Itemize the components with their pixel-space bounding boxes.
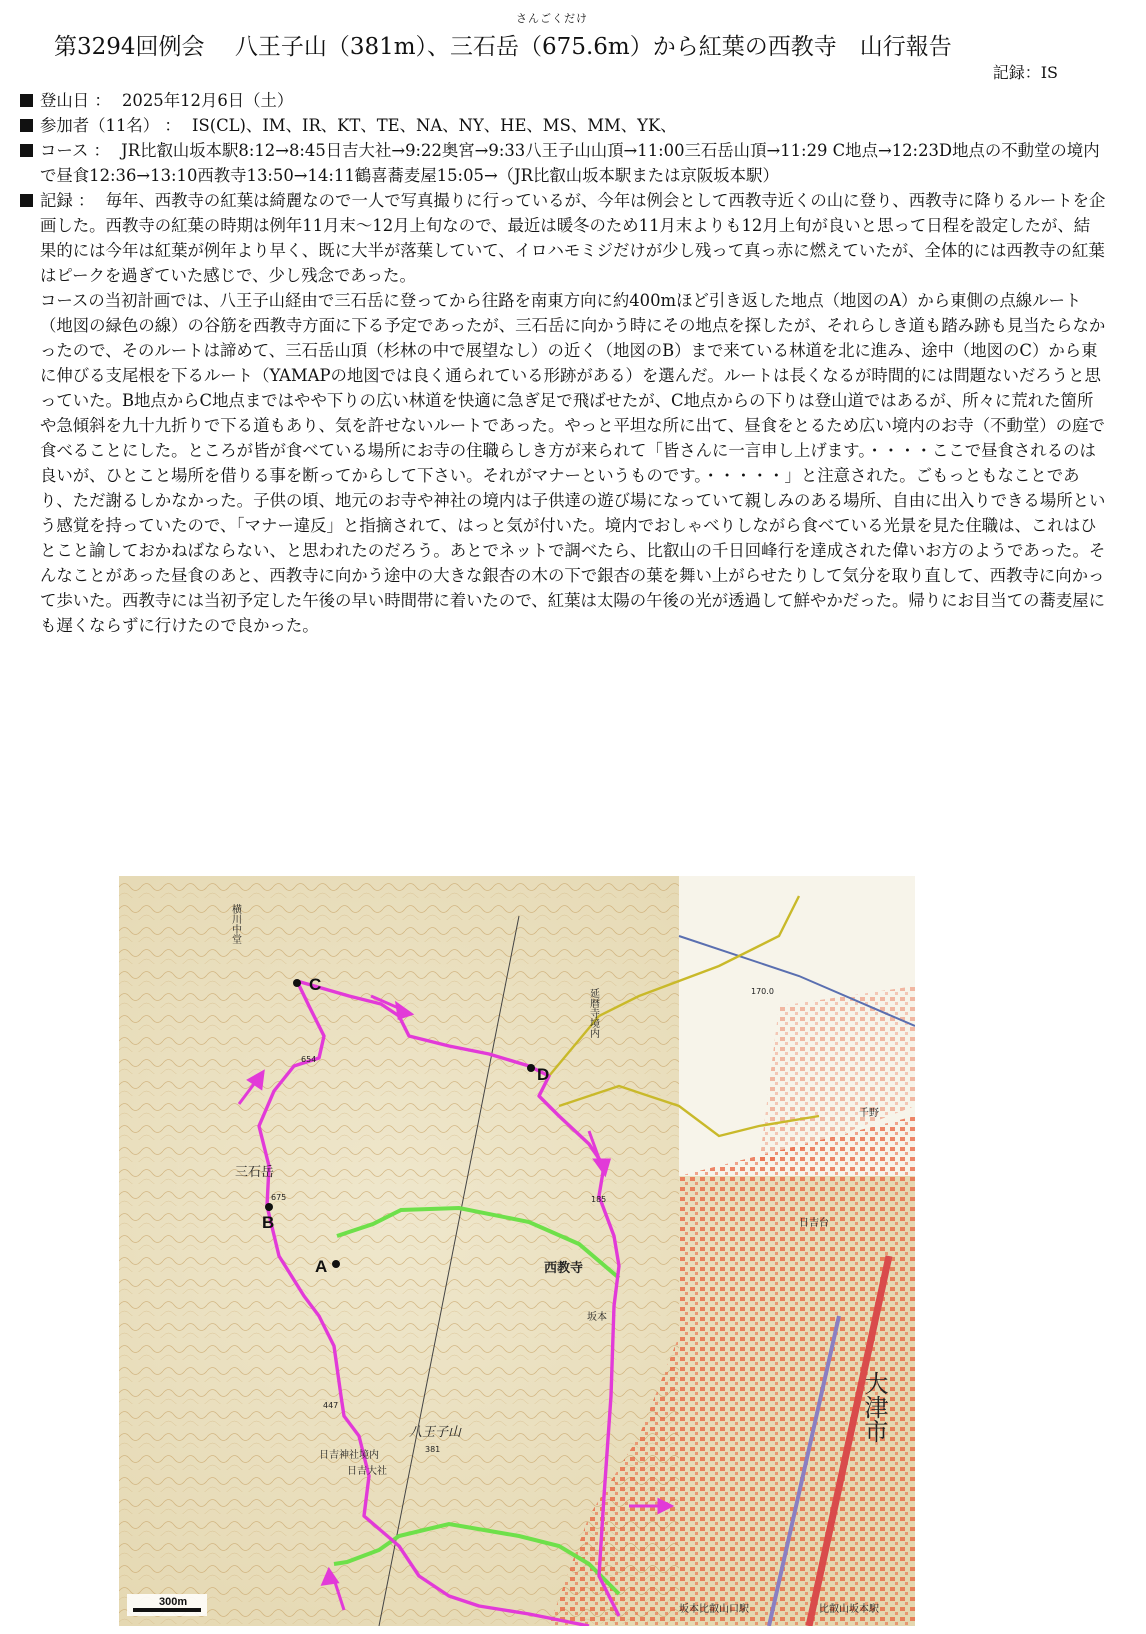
record-label: 記録 ： <box>40 191 100 210</box>
course-item <box>20 138 1106 188</box>
record-item <box>20 188 1106 638</box>
label-hachiojiyama: 八王子山 <box>409 1425 462 1440</box>
label-chino: 千野 <box>859 1108 879 1119</box>
scale-bar-label: 300m <box>159 1596 188 1608</box>
label-sakamoto: 坂本 <box>587 1312 607 1323</box>
point-b-marker <box>265 1203 273 1211</box>
page-title: 第3294回例会 八王子山（381m）、三石岳（675.6m）から紅葉の西教寺 山行報告 <box>54 34 952 60</box>
label-hieizan-sakamoto: 比叡山坂本駅 <box>819 1604 879 1615</box>
report-body <box>20 88 1106 638</box>
point-a-label: A <box>315 1257 328 1276</box>
date-label: 登山日 ： <box>40 91 116 110</box>
label-hiyoshi-taisha: 日吉大社 <box>347 1466 387 1477</box>
date-item <box>20 88 1106 113</box>
elev-170: 170.0 <box>751 987 774 996</box>
record-text-1: 毎年、西教寺の紅葉は綺麗なので一人で写真撮りに行っているが、今年は例会として西教寺近くの山に登り、西教寺に降りるルートを企画した。西教寺の紅葉の時期は例年11月末～12月上旬なので、最近は暖冬のため11月末よりも12月上旬が良いと思って日程を設定したが、結果的には今年は紅葉が例年より早く、既に大半が落葉していて、イロハモミジだけが少し残って真っ赤に燃えていたが、全体的には西教寺の紅葉はピークを過ぎていた感じで、少し残念であった。 <box>40 191 1106 285</box>
course-value: JR比叡山坂本駅8:12→8:45日吉大社→9:22奥宮→9:33八王子山山頂→11:00三石岳山頂→11:29 C地点→12:23D地点の不動堂の境内で昼食12:36→13:10西教寺13:50→14:11鶴喜蕎麦屋15:05→（JR比叡山坂本駅または京阪坂本駅） <box>40 141 1100 185</box>
label-mitsuishidake: 三石岳 <box>235 1165 275 1180</box>
label-hiyoshidai: 日吉台 <box>799 1218 829 1229</box>
label-enryakuji: 延暦寺境内 <box>587 988 599 1038</box>
elev-675: 675 <box>271 1193 287 1202</box>
date-value: 2025年12月6日（土） <box>121 91 294 110</box>
participants-value: IS(CL)、IM、IR、KT、TE、NA、NY、HE、MS、MM、YK、 <box>192 116 677 135</box>
label-hiyoshi-jinja: 日吉神社境内 <box>319 1450 379 1461</box>
bullet-square-icon <box>20 119 33 132</box>
participants-item <box>20 113 1106 138</box>
route-map <box>119 876 915 1626</box>
bullet-square-icon <box>20 94 33 107</box>
point-a-marker <box>332 1260 340 1268</box>
elev-185: 185 <box>591 1195 607 1204</box>
title-ruby: さんごくだけ <box>516 12 588 25</box>
label-otsu: 大津市 <box>860 1371 888 1443</box>
recorder-label: 記録：IS <box>992 63 1058 82</box>
bullet-square-icon <box>20 144 33 157</box>
label-saikyoji: 西教寺 <box>544 1261 584 1276</box>
participants-label: 参加者（11名） ： <box>40 116 187 135</box>
elev-447: 447 <box>323 1401 339 1410</box>
record-paragraph-2: コースの当初計画では、八王子山経由で三石岳に登ってから往路を南東方向に約400mほど引き返した地点（地図のA）から東側の点線ルート（地図の緑色の線）の谷筋を西教寺方面に下る予定であったが、三石岳に向かう時にその地点を探したが、それらしき道も踏み跡も見当たらなかったので、そのルートは諦めて、三石岳山頂（杉林の中で展望なし）の近く（地図のB）まで来ている林道を北に進み、途中（地図のC）から東に伸びる支尾根を下るルート（YAMAPの地図では良く通られている形跡がある）を選んだ。ルートは長くなるが時間的には問題ないだろうと思っていた。B地点からC地点まではやや下りの広い林道を快適に急ぎ足で飛ばせたが、C地点からの下りは登山道ではあるが、所々に荒れた箇所や急傾斜を九十九折りで下る道もあり、気を許せないルートであった。やっと平坦な所に出て、昼食をとるため広い境内のお寺（不動堂）の庭で食べることにした。ところが皆が食べている場所にお寺の住職らしき方が来られて「皆さんに一言申し上げます。・・・・ここで昼食されるのは良いが、ひとこと場所を借りる事を断ってからして下さい。それがマナーというものです。・・・・・」と注意された。ごもっともなことであり、ただ謝るしかなかった。子供の頃、地元のお寺や神社の境内は子供達の遊び場になっていて親しみのある場所、自由に出入りできる場所という感覚を持っていたので、「マナー違反」と指摘されて、はっと気が付いた。境内でおしゃべりしながら食べている光景を見た住職は、これはひとこと諭しておかねばならない、と思われたのだろう。あとでネットで調べたら、比叡山の千日回峰行を達成された偉いお方のようであった。そんなことがあった昼食のあと、西教寺に向かう途中の大きな銀杏の木の下で銀杏の葉を舞い上がらせたりして気分を取り直して、西教寺に向かって歩いた。西教寺には当初予定した午後の早い時間帯に着いたので、紅葉は太陽の午後の光が透過して鮮やかだった。帰りにお目当ての蕎麦屋にも遅くならずに行けたので良かった。 <box>40 291 1106 635</box>
course-label: コース ： <box>40 141 116 160</box>
point-b-label: B <box>262 1213 275 1232</box>
bullet-square-icon <box>20 194 33 207</box>
point-d-label: D <box>537 1065 550 1084</box>
label-yokokawa: 横川中堂 <box>229 904 241 944</box>
point-c-marker <box>293 979 301 987</box>
point-d-marker <box>527 1064 535 1072</box>
record-paragraph-1 <box>40 188 1106 288</box>
elev-381: 381 <box>425 1445 441 1454</box>
elev-654: 654 <box>301 1055 317 1064</box>
scale-bar <box>127 1594 207 1616</box>
point-c-label: C <box>309 975 322 994</box>
label-sakamoto-station: 坂本比叡山口駅 <box>679 1604 749 1615</box>
